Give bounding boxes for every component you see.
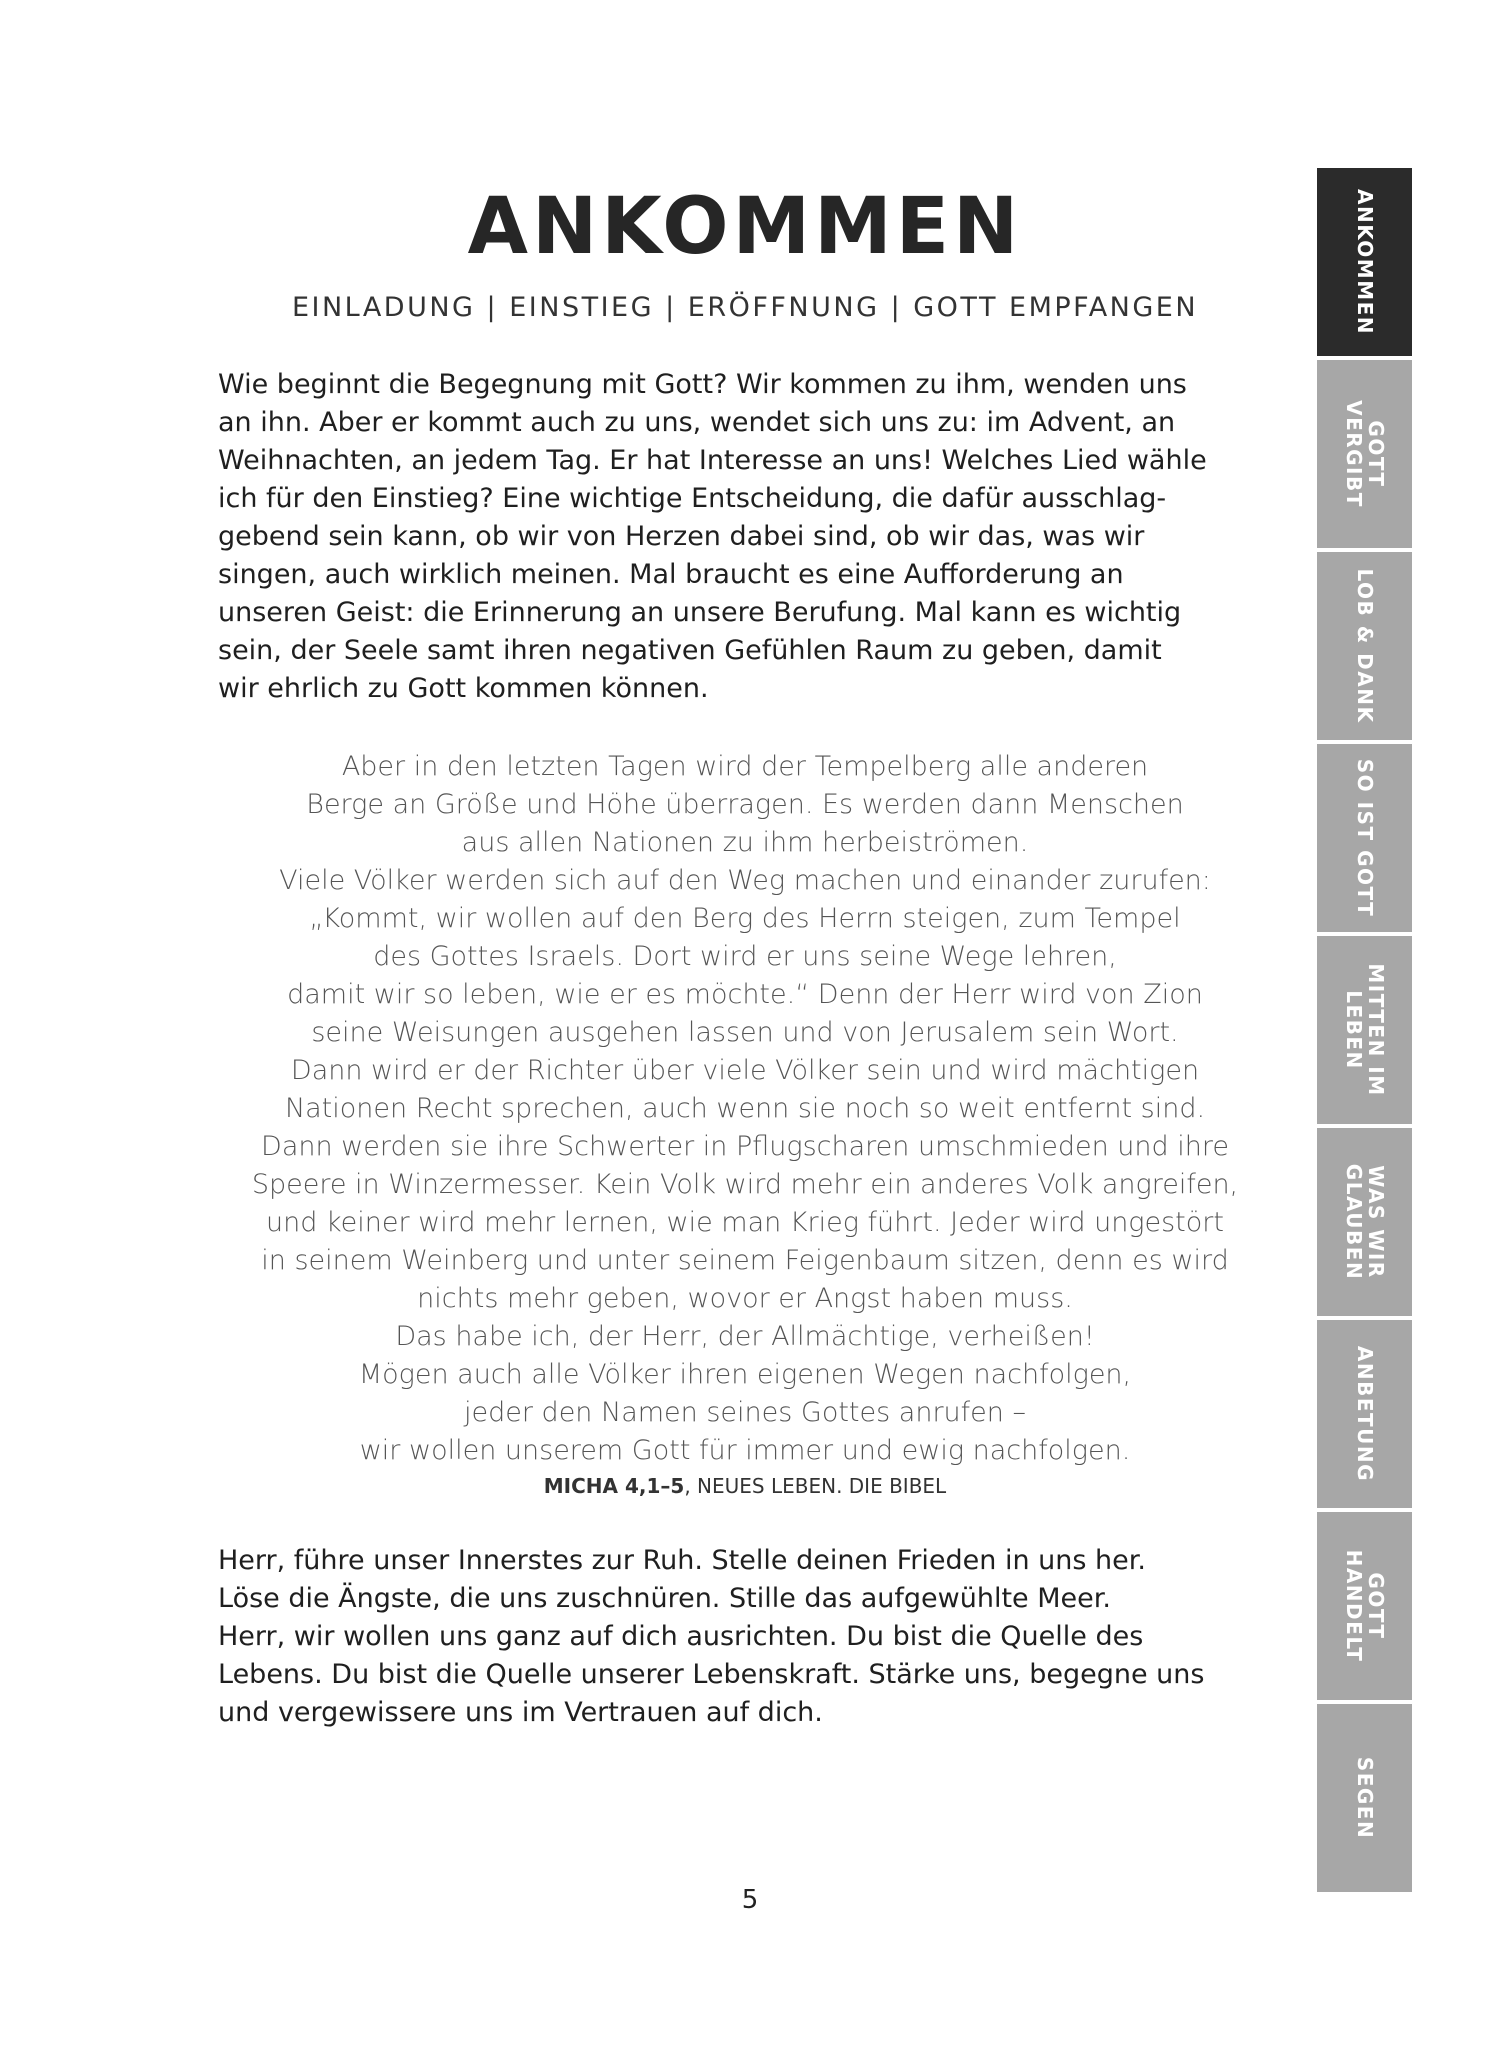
quote-line: und keiner wird mehr lernen, wie man Krieg führt. Jeder wird ungestört [266, 1207, 1224, 1238]
prayer-line: Herr, wir wollen uns ganz auf dich ausrichten. Du bist die Quelle des [218, 1621, 1144, 1652]
tab-label [1343, 940, 1387, 1120]
quote-line: Dann wird er der Richter über viele Völker sein und wird mächtigen [290, 1055, 1200, 1086]
tab-label-line: GOTT [1363, 1572, 1388, 1640]
citation-reference: MICHA 4,1–5 [543, 1474, 685, 1498]
quote-line: „Kommt, wir wollen auf den Berg des Herrn steigen, zum Tempel [309, 903, 1181, 934]
tab-label-line: HANDELT [1341, 1549, 1366, 1663]
intro-line: Wie beginnt die Begegnung mit Gott? Wir kommen zu ihm, wenden uns [218, 369, 1187, 400]
prayer-line: Lebens. Du bist die Quelle unserer Lebenskraft. Stärke uns, begegne uns [218, 1659, 1205, 1690]
tab-label-line: GOTT [1363, 420, 1388, 488]
tab-so-ist-gott[interactable] [1317, 744, 1412, 932]
quote-line: nichts mehr geben, wovor er Angst haben muss. [417, 1283, 1073, 1314]
tab-label-line: WAS WIR [1363, 1165, 1388, 1279]
tab-label [1343, 1516, 1387, 1696]
intro-line: unseren Geist: die Erinnerung an unsere Berufung. Mal kann es wichtig [218, 597, 1182, 628]
intro-line: gebend sein kann, ob wir von Herzen dabei sind, ob wir das, was wir [218, 521, 1145, 552]
tab-label-line: ANKOMMEN [1352, 188, 1377, 336]
citation-source: , NEUES LEBEN. DIE BIBEL [684, 1474, 947, 1498]
intro-line: singen, auch wirklich meinen. Mal braucht es eine Aufforderung an [218, 559, 1124, 590]
quote-line: Viele Völker werden sich auf den Weg machen und einander zurufen: [279, 865, 1211, 896]
quote-line: jeder den Namen seines Gottes anrufen – [464, 1397, 1026, 1428]
quote-line: Dann werden sie ihre Schwerter in Pflugscharen umschmieden und ihre [261, 1131, 1229, 1162]
quote-line: damit wir so leben, wie er es möchte.“ Denn der Herr wird von Zion [287, 979, 1203, 1010]
tab-label-line: SEGEN [1352, 1756, 1377, 1840]
intro-line: sein, der Seele samt ihren negativen Gefühlen Raum zu geben, damit [218, 635, 1162, 666]
chapter-tabs [1317, 168, 1412, 1896]
tab-gott-vergibt[interactable] [1317, 360, 1412, 548]
prayer-line: Herr, führe unser Innerstes zur Ruh. Stelle deinen Frieden in uns her. [218, 1545, 1146, 1576]
tab-label-line: SO IST GOTT [1352, 758, 1377, 918]
tab-label-line: MITTEN IM [1363, 963, 1388, 1097]
quote-line: seine Weisungen ausgehen lassen und von Jerusalem sein Wort. [311, 1017, 1179, 1048]
quote-line: Das habe ich, der Herr, der Allmächtige, verheißen! [395, 1321, 1095, 1352]
bible-quote [220, 748, 1270, 1470]
tab-was-wir-glauben[interactable] [1317, 1128, 1412, 1316]
tab-label [1343, 364, 1387, 544]
prayer-paragraph [218, 1542, 1268, 1732]
tab-gott-handelt[interactable] [1317, 1512, 1412, 1700]
tab-anbetung[interactable] [1317, 1320, 1412, 1508]
quote-line: aus allen Nationen zu ihm herbeiströmen. [461, 827, 1029, 858]
tab-mitten-im-leben[interactable] [1317, 936, 1412, 1124]
tab-segen[interactable] [1317, 1704, 1412, 1892]
tab-label-line: LOB & DANK [1352, 568, 1377, 724]
quote-line: Berge an Größe und Höhe überragen. Es werden dann Menschen [306, 789, 1184, 820]
page-number: 5 [741, 1885, 759, 1915]
tab-label [1354, 556, 1376, 736]
prayer-line: Löse die Ängste, die uns zuschnüren. Stille das aufgewühlte Meer. [218, 1583, 1111, 1614]
quote-citation [220, 1474, 1270, 1498]
quote-line: Speere in Winzermesser. Kein Volk wird mehr ein anderes Volk angreifen, [251, 1169, 1239, 1200]
quote-line: des Gottes Israels. Dort wird er uns seine Wege lehren, [373, 941, 1117, 972]
intro-line: an ihn. Aber er kommt auch zu uns, wendet sich uns zu: im Advent, an [218, 407, 1176, 438]
tab-ankommen[interactable] [1317, 168, 1412, 356]
tab-label [1354, 748, 1376, 928]
tab-label [1354, 1708, 1376, 1888]
intro-line: wir ehrlich zu Gott kommen können. [218, 673, 709, 704]
tab-label-line: VERGIBT [1341, 400, 1366, 508]
quote-line: Nationen Recht sprechen, auch wenn sie noch so weit entfernt sind. [284, 1093, 1206, 1124]
tab-label [1354, 172, 1376, 352]
prayer-line: und vergewissere uns im Vertrauen auf dich. [218, 1697, 823, 1728]
tab-label-line: LEBEN [1341, 990, 1366, 1070]
quote-line: Aber in den letzten Tagen wird der Tempelberg alle anderen [341, 751, 1149, 782]
tab-label-line: GLAUBEN [1341, 1163, 1366, 1281]
quote-line: wir wollen unserem Gott für immer und ewig nachfolgen. [359, 1435, 1131, 1466]
intro-line: Weihnachten, an jedem Tag. Er hat Interesse an uns! Welches Lied wähle [218, 445, 1207, 476]
tab-label [1354, 1324, 1376, 1504]
quote-line: in seinem Weinberg und unter seinem Feigenbaum sitzen, denn es wird [261, 1245, 1229, 1276]
intro-line: ich für den Einstieg? Eine wichtige Entscheidung, die dafür ausschlag- [218, 483, 1167, 514]
quote-line: Mögen auch alle Völker ihren eigenen Wegen nachfolgen, [358, 1359, 1132, 1390]
intro-paragraph [218, 366, 1268, 708]
tab-lob-und-dank[interactable] [1317, 552, 1412, 740]
page-title: ANKOMMEN [467, 182, 1023, 272]
tab-label [1343, 1132, 1387, 1312]
tab-label-line: ANBETUNG [1352, 1345, 1377, 1483]
page-subtitle: EINLADUNG | EINSTIEG | ERÖFFNUNG | GOTT EMPFANGEN [291, 292, 1199, 323]
